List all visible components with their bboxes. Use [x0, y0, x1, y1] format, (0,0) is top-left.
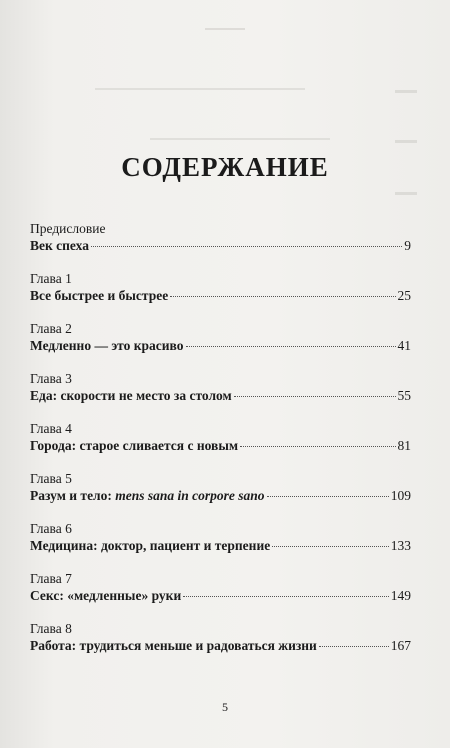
chapter-title: Еда: скорости не место за столом	[30, 388, 232, 403]
toc-entry	[30, 220, 411, 255]
chapter-title: Все быстрее и быстрее	[30, 288, 169, 303]
chapter-label: Глава 8	[30, 621, 72, 636]
chapter-title-prefix: Разум и тело:	[30, 488, 116, 503]
toc-entry	[30, 420, 411, 455]
show-through-mark	[205, 28, 245, 30]
toc-entry	[30, 320, 411, 355]
chapter-title: Век спеха	[30, 238, 89, 253]
chapter-label: Глава 7	[30, 571, 72, 586]
dot-leader	[91, 246, 402, 247]
page-ref: 133	[390, 538, 411, 553]
dot-leader	[267, 496, 389, 497]
show-through-mark	[395, 90, 417, 93]
toc-entry	[30, 620, 411, 655]
page-ref: 167	[390, 638, 411, 653]
table-of-contents	[30, 220, 411, 670]
toc-entry	[30, 470, 411, 505]
chapter-title: Работа: трудиться меньше и радоваться жизни	[30, 638, 317, 653]
toc-line	[30, 237, 411, 255]
toc-entry	[30, 370, 411, 405]
toc-line	[30, 287, 411, 305]
page-title: СОДЕРЖАНИЕ	[121, 152, 329, 182]
toc-line	[30, 587, 411, 605]
dot-leader	[234, 396, 396, 397]
page-ref: 41	[397, 338, 411, 353]
show-through-mark	[150, 138, 330, 140]
page-ref: 149	[390, 588, 411, 603]
show-through-mark	[395, 140, 417, 143]
chapter-label: Предисловие	[30, 221, 106, 236]
page-number: 5	[222, 700, 228, 714]
dot-leader	[170, 296, 395, 297]
toc-entry	[30, 270, 411, 305]
toc-line	[30, 537, 411, 555]
chapter-label: Глава 6	[30, 521, 72, 536]
toc-line	[30, 437, 411, 455]
show-through-mark	[395, 192, 417, 195]
toc-entry	[30, 520, 411, 555]
dot-leader	[240, 446, 395, 447]
page-ref: 81	[397, 438, 411, 453]
show-through-mark	[95, 88, 305, 90]
chapter-label: Глава 4	[30, 421, 72, 436]
chapter-title	[30, 487, 265, 505]
chapter-title-latin: mens sana in corpore sano	[115, 488, 265, 503]
page-ref: 25	[397, 288, 411, 303]
toc-line	[30, 487, 411, 505]
chapter-title: Медленно — это красиво	[30, 338, 184, 353]
toc-line	[30, 337, 411, 355]
chapter-label: Глава 2	[30, 321, 72, 336]
toc-line	[30, 637, 411, 655]
chapter-label: Глава 1	[30, 271, 72, 286]
dot-leader	[272, 546, 389, 547]
chapter-label: Глава 3	[30, 371, 72, 386]
toc-entry	[30, 570, 411, 605]
chapter-title: Медицина: доктор, пациент и терпение	[30, 538, 271, 553]
chapter-label: Глава 5	[30, 471, 72, 486]
page-ref: 109	[390, 488, 411, 503]
page-ref: 55	[397, 388, 411, 403]
toc-line	[30, 387, 411, 405]
dot-leader	[186, 346, 396, 347]
page-ref: 9	[404, 238, 411, 253]
dot-leader	[183, 596, 389, 597]
chapter-title: Города: старое сливается с новым	[30, 438, 239, 453]
chapter-title: Секс: «медленные» руки	[30, 588, 182, 603]
dot-leader	[319, 646, 389, 647]
